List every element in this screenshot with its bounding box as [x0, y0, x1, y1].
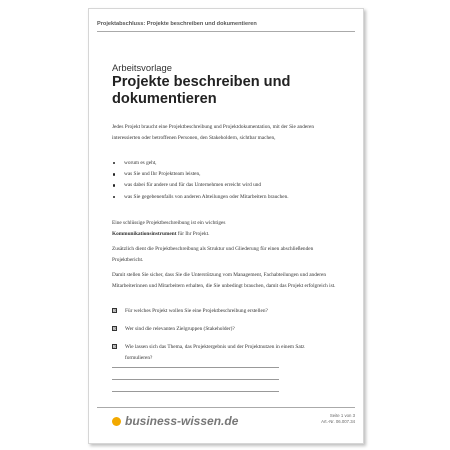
page-number: Seite 1 von 3: [329, 413, 355, 418]
logo-dot-icon: [112, 417, 121, 426]
bullet-icon: [113, 162, 115, 164]
article-number: Art.-Nr. 06.007.34: [321, 419, 355, 424]
emphasis-term: Kommunikationsinstrument: [112, 231, 177, 238]
communication-paragraph: Eine schlüssige Projektbeschreibung ist ein wichtiges Kommunikationsinstrument für Ihr Projekt.: [112, 220, 226, 238]
running-header: Projektabschluss: Projekte beschreiben und dokumentieren: [97, 21, 257, 27]
checklist-item: ☒ Wie lassen sich das Thema, das Projektergebnis und der Projektnutzen in einem Satz formulieren?: [113, 344, 305, 362]
list-item: worum es geht,: [112, 158, 342, 169]
footer-divider: [97, 407, 355, 408]
bullet-icon: [113, 196, 115, 198]
answer-line[interactable]: [112, 391, 279, 392]
bullet-icon: [113, 184, 115, 186]
checkbox-icon[interactable]: ☒: [113, 308, 118, 314]
document-kicker: Arbeitsvorlage: [112, 62, 172, 73]
answer-line[interactable]: [112, 379, 279, 380]
document-title: Projekte beschreiben und dokumentieren: [112, 74, 291, 107]
bullet-icon: [113, 173, 115, 175]
list-item: was Sie gegebenenfalls von anderen Abteilungen oder Mitarbeitern brauchen.: [112, 192, 342, 203]
answer-line[interactable]: [112, 367, 279, 368]
header-divider: [97, 31, 355, 32]
intro-paragraph: Jedes Projekt braucht eine Projektbeschreibung und Projektdokumentation, mit der Sie anderen interessierten oder betroffenen Personen, den Stakeholdern, sichtbar machen,: [112, 124, 314, 142]
checkbox-icon[interactable]: ☒: [113, 326, 118, 332]
checklist-item: ☒ Wer sind die relevanten Zielgruppen (Stakeholder)?: [113, 326, 235, 332]
support-paragraph: Damit stellen Sie sicher, dass Sie die Unterstützung vom Management, Fachabteilungen und anderen Mitarbeiterinnen und Mitarbeitern erhalten, die Sie unbedingt brauchen, damit das Projekt erfolgreich ist.: [112, 272, 336, 290]
bullet-list: [112, 158, 342, 203]
document-page: [88, 8, 364, 444]
list-item: was Sie und Ihr Projektteam leisten,: [112, 169, 342, 180]
list-item: was dabei für andere und für das Unternehmen erreicht wird und: [112, 180, 342, 191]
footer-meta: [321, 413, 355, 425]
brand-logo: business-wissen.de: [125, 414, 239, 428]
structure-paragraph: Zusätzlich dient die Projektbeschreibung als Struktur und Gliederung für einen abschließenden Projektbericht.: [112, 246, 314, 264]
checklist-item: ☒ Für welches Projekt wollen Sie eine Projektbeschreibung erstellen?: [113, 308, 268, 314]
checkbox-icon[interactable]: ☒: [113, 344, 118, 350]
